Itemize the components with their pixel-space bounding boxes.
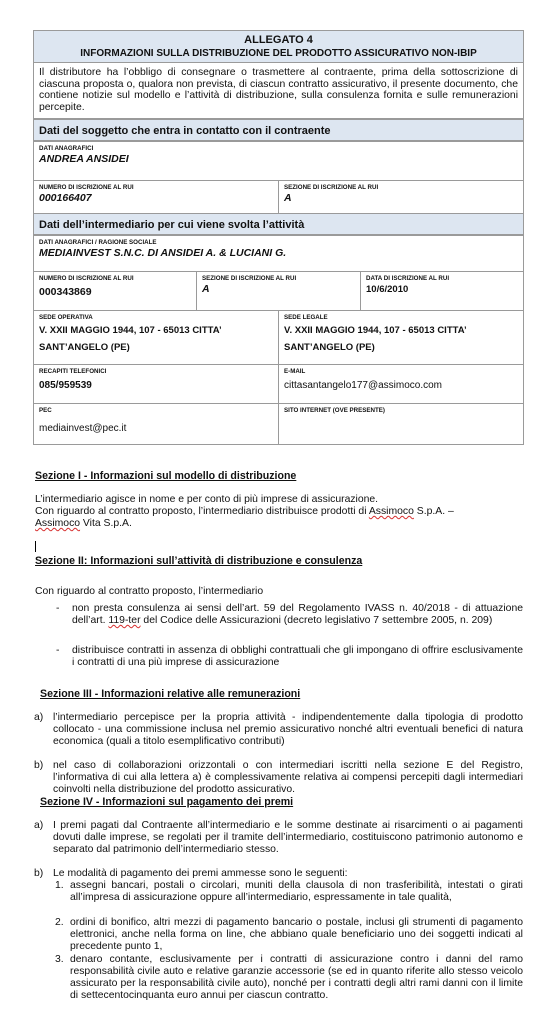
field-label: SEDE OPERATIVA — [39, 314, 93, 321]
sezione-4-item-b: Le modalità di pagamento dei premi ammesse sono le seguenti: — [53, 868, 348, 879]
ragione-sociale-cell — [33, 235, 524, 272]
text-span: Assimoco — [35, 518, 81, 529]
field-label: DATI ANAGRAFICI / RAGIONE SOCIALE — [39, 239, 157, 246]
list-marker: 2. — [55, 917, 64, 928]
intermediario-heading: Dati dell’intermediario per cui viene svolta l’attività — [33, 213, 524, 235]
sezione-4-heading: Sezione IV - Informazioni sul pagamento dei premi — [40, 796, 294, 808]
list-marker: 3. — [55, 954, 64, 965]
sede-operativa-line1: V. XXII MAGGIO 1944, 107 - 65013 CITTA’ — [39, 325, 222, 336]
sezione-2-bullet-2: distribuisce contratti in assenza di obblighi contrattuali che gli impongano di offrire esclusivamente i contratti di una più imprese di assicurazione — [72, 645, 523, 668]
telefono-value: 085/959539 — [39, 380, 92, 391]
sede-legale-cell — [278, 310, 524, 365]
sezione-2-heading: Sezione II: Informazioni sull’attività di distribuzione e consulenza — [35, 555, 363, 567]
text-span: S.p.A. – — [413, 506, 454, 517]
field-label: SEZIONE DI ISCRIZIONE AL RUI — [284, 184, 379, 191]
sede-operativa-line2: SANT’ANGELO (PE) — [39, 342, 130, 353]
soggetto-rui-num-value: 000166407 — [39, 192, 92, 204]
list-marker: b) — [34, 868, 44, 879]
pec-cell — [33, 403, 279, 445]
field-label: DATI ANAGRAFICI — [39, 145, 94, 152]
sezione-1-p1: L’intermediario agisce in nome e per conto di più imprese di assicurazione. — [35, 494, 379, 505]
ragione-sociale-value: MEDIAINVEST S.N.C. DI ANSIDEI A. & LUCIANI G. — [39, 247, 287, 259]
field-label: SITO INTERNET (OVE PRESENTE) — [284, 407, 385, 414]
sezione-1-p2 — [35, 506, 525, 518]
document-title: ALLEGATO 4 — [244, 34, 313, 46]
intermediario-rui-sez-value: A — [202, 283, 210, 295]
field-label: RECAPITI TELEFONICI — [39, 368, 107, 375]
field-label: SEZIONE DI ISCRIZIONE AL RUI — [202, 275, 297, 282]
text-span: Assimoco — [368, 506, 414, 517]
sezione-4-item-a: I premi pagati dal Contraente all’intermediario e le somme destinate ai risarcimenti o ai pagamenti dovuti dalle imprese, se regolati per il tramite dell’intermediario, costituiscono patrimonio autonomo e separato dal patrimonio dell’intermediario stesso. — [53, 820, 523, 855]
document-subtitle: INFORMAZIONI SULLA DISTRIBUZIONE DEL PRODOTTO ASSICURATIVO NON-IBIP — [80, 48, 477, 59]
email-value: cittasantangelo177@assimoco.com — [284, 380, 443, 391]
dash-marker: - — [56, 645, 60, 656]
soggetto-rui-num-cell — [33, 180, 279, 214]
list-marker: a) — [34, 712, 44, 723]
intermediario-rui-num-cell — [33, 271, 197, 311]
sezione-4-item-1: assegni bancari, postali o circolari, muniti della clausola di non trasferibilità, intestati o girati all’impresa di assicurazione oppure all’intermediario, espressamente in tale qualità, — [70, 880, 523, 903]
field-label: DATA DI ISCRIZIONE AL RUI — [366, 275, 450, 282]
sezione-4-item-2: ordini di bonifico, altri mezzi di pagamento bancario o postale, inclusi gli strumenti di pagamento elettronici, anche nella forma on line, che abbiano quale beneficiario uno dei soggetti indicati al precedente punto 1, — [70, 917, 523, 952]
text-span: 119-ter — [108, 615, 141, 626]
text-span: Vita S.p.A. — [80, 518, 132, 529]
field-label: NUMERO DI ISCRIZIONE AL RUI — [39, 184, 134, 191]
intermediario-rui-num-value: 000343869 — [39, 286, 92, 298]
soggetto-rui-sez-value: A — [284, 192, 292, 204]
email-cell — [278, 364, 524, 404]
intermediario-data-cell — [360, 271, 524, 311]
sezione-3-item-b: nel caso di collaborazioni orizzontali o con intermediari iscritti nella sezione E del Registro, l’informativa di cui alla lettera a) è complessivamente relativa ai compensi percepiti dagli intermediari coinvolti nella distribuzione del prodotto assicurativo. — [53, 760, 523, 795]
intro-paragraph: Il distributore ha l’obbligo di consegnare o trasmettere al contraente, prima della sottoscrizione di ciascuna proposta o, qualora non prevista, di ciascun contratto assicurativo, il presente documento, che contiene notizie sul modello e l’attività di distribuzione, sulla consulenza fornita e sulle remunerazioni percepite. — [33, 62, 524, 119]
sezione-3-heading: Sezione III - Informazioni relative alle remunerazioni — [40, 688, 301, 700]
field-label: NUMERO DI ISCRIZIONE AL RUI — [39, 275, 134, 282]
sezione-1-heading: Sezione I - Informazioni sul modello di distribuzione — [35, 470, 297, 482]
soggetto-rui-sez-cell — [278, 180, 524, 214]
intermediario-rui-sez-cell — [196, 271, 361, 311]
field-label: SEDE LEGALE — [284, 314, 328, 321]
field-label: PEC — [39, 407, 52, 414]
list-marker: a) — [34, 820, 44, 831]
list-marker: 1. — [55, 880, 64, 891]
sede-legale-line2: SANT’ANGELO (PE) — [284, 342, 375, 353]
text-span: del Codice delle Assicurazioni (decreto legislativo 7 settembre 2005, n. 209) — [140, 615, 493, 626]
sezione-3-item-a: l’intermediario percepisce per la propria attività - indipendentemente dalla tipologia di prodotto collocato - una commissione inclusa nel premio assicurativo nonché altri eventuali benefici di natura economica (quali a titolo esemplificativo contributi) — [53, 712, 523, 747]
list-marker: b) — [34, 760, 44, 771]
sede-operativa-cell — [33, 310, 279, 365]
sezione-4-item-3: denaro contante, esclusivamente per i contratti di assicurazione contro i danni del ramo responsabilità civile auto e relative garanzie accessorie (se ed in quanto riferite allo stesso veicolo assicurato per la responsabilità civile auto), nonché per i contratti degli altri rami danni con il limite di settecentocinquanta euro annui per ciascun contratto. — [70, 954, 523, 1001]
sede-legale-line1: V. XXII MAGGIO 1944, 107 - 65013 CITTA’ — [284, 325, 467, 336]
soggetto-heading: Dati del soggetto che entra in contatto con il contraente — [33, 119, 524, 141]
pec-value: mediainvest@pec.it — [39, 423, 127, 434]
sezione-2-intro: Con riguardo al contratto proposto, l’intermediario — [35, 586, 264, 597]
soggetto-anagrafici-cell — [33, 141, 524, 181]
text-span: Con riguardo al contratto proposto, l’intermediario distribuisce prodotti di — [35, 506, 369, 517]
telefono-cell — [33, 364, 279, 404]
sezione-1-p3 — [35, 518, 525, 530]
field-label: E-MAIL — [284, 368, 306, 375]
sezione-2-bullet-1 — [72, 603, 523, 627]
text-span: non presta consulenza ai sensi dell’art. 59 del Regolamento IVASS n. 40/2018 - di attuazione dell’art. — [72, 603, 523, 626]
dash-marker: - — [56, 603, 60, 614]
document-header — [33, 30, 524, 63]
text-cursor — [35, 541, 36, 552]
soggetto-name-value: ANDREA ANSIDEI — [39, 153, 129, 165]
intermediario-data-value: 10/6/2010 — [366, 284, 409, 295]
sito-cell — [278, 403, 524, 445]
